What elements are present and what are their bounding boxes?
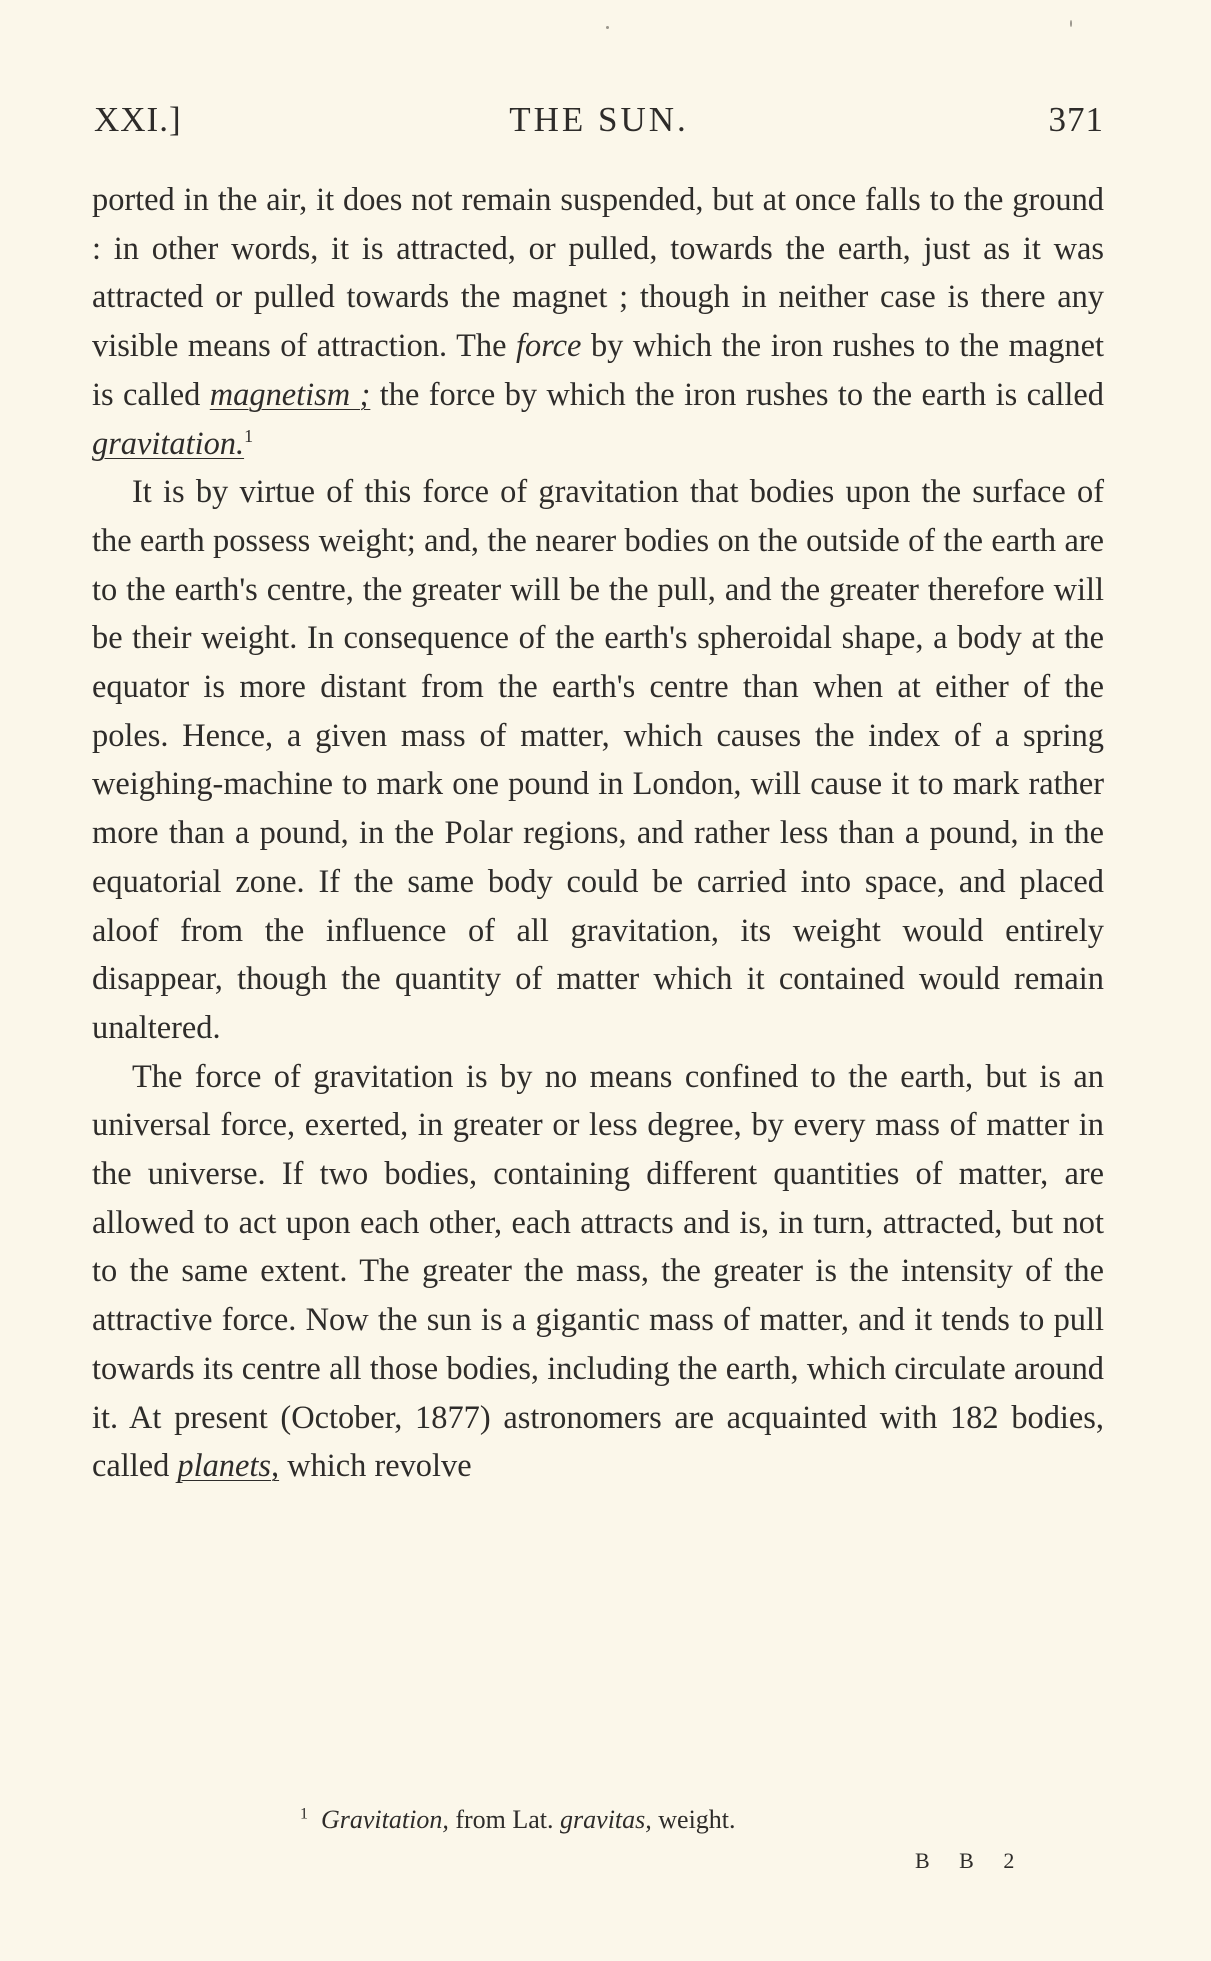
footnote-ref: 1 xyxy=(244,425,254,446)
footnote-text: weight. xyxy=(651,1805,736,1834)
body-text xyxy=(92,176,1104,1491)
signature-mark: B B 2 xyxy=(915,1848,1027,1873)
running-title: THE SUN. xyxy=(509,100,689,139)
text-run: the force by which the iron rushes to the earth is called xyxy=(370,376,1105,413)
italic-term-magnetism: magnetism ; xyxy=(209,376,371,413)
footnote-marker: 1 xyxy=(300,1805,308,1823)
paragraph-1 xyxy=(92,176,1104,468)
text-run: ported in the air, it does not remain suspended, but at once falls to the ground : in other words, it is attracted, or pulled, towards the earth, just as it was attracted or pulled towards the magnet ; though in neither case is there any visible means of attraction. The xyxy=(92,182,1104,365)
print-speck xyxy=(606,26,609,29)
text-run: The force of gravitation is by no means confined to the earth, but is an universal force, exerted, in greater or less degree, by every mass of matter in the universe. If two bodies, containing different quantities of matter, are allowed to act upon each other, each attracts and is, in turn, attracted, but not to the same extent. The greater the mass, the greater is the intensity of the attractive force. Now the sun is a gigantic mass of matter, and it tends to pull towards its centre all those bodies, including the earth, which circulate around it. At present (October, 1877) astronomers are acquainted with 182 bodies, called xyxy=(92,1058,1104,1485)
footnote-term: Gravitation, xyxy=(321,1805,449,1834)
italic-term-force: force xyxy=(516,328,582,365)
running-head xyxy=(94,100,1104,150)
footnote-text: from Lat. xyxy=(448,1805,561,1834)
paragraph-3 xyxy=(92,1053,1104,1491)
footnote-latin: gravitas, xyxy=(560,1805,652,1834)
italic-term-planets: planets, xyxy=(177,1448,280,1485)
paragraph-2: It is by virtue of this force of gravitation that bodies upon the surface of the earth possess weight; and, the nearer bodies on the outside of the earth are to the earth's centre, the greater will be the pull, and the greater therefore will be their weight. In consequence of the earth's spheroidal shape, a body at the equator is more distant from the earth's centre than when at either of the poles. Hence, a given mass of matter, which causes the index of a spring weighing-machine to mark one pound in London, will cause it to mark rather more than a pound, in the Polar regions, and rather less than a pound, in the equatorial zone. If the same body could be carried into space, and placed aloof from the influence of all gravitation, its weight would entirely disappear, though the quantity of matter which it contained would remain unaltered. xyxy=(92,474,1104,1046)
chapter-label: XXI.] xyxy=(94,100,182,139)
footnote xyxy=(300,1802,1080,1838)
print-speck xyxy=(1070,20,1072,27)
text-run: by which the iron rushes to the magnet is called xyxy=(92,328,1104,413)
italic-term-gravitation: gravitation. xyxy=(92,425,245,462)
text-run: which revolve xyxy=(279,1448,472,1485)
page-number: 371 xyxy=(1048,100,1104,139)
